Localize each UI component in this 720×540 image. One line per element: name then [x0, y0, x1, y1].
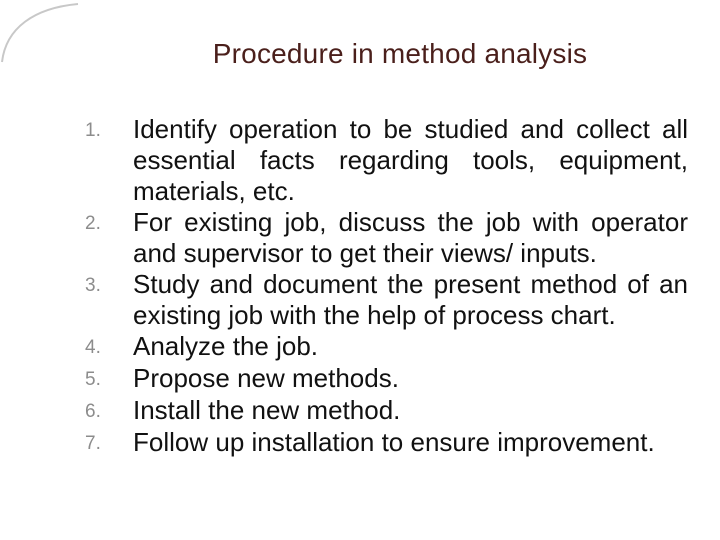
step-text: Follow up installation to ensure improvement.	[133, 427, 655, 457]
corner-arc-decoration	[0, 0, 90, 70]
slide-title: Procedure in method analysis	[212, 38, 588, 69]
procedure-steps-list	[85, 114, 688, 459]
step-text: Propose new methods.	[133, 363, 399, 393]
step-text: For existing job, discuss the job with operator and supervisor to get their views/ inputs.	[133, 207, 688, 268]
step-number: 2.	[85, 213, 101, 234]
list-item	[85, 363, 688, 395]
step-number: 1.	[85, 120, 101, 141]
step-number: 5.	[85, 369, 101, 390]
list-item	[85, 427, 688, 459]
list-item	[85, 269, 688, 331]
step-number: 3.	[85, 275, 101, 296]
step-text: Study and document the present method of an existing job with the help of process chart.	[133, 269, 688, 330]
step-number: 6.	[85, 401, 101, 422]
step-text: Install the new method.	[133, 395, 401, 425]
list-item	[85, 395, 688, 427]
step-number: 4.	[85, 337, 101, 358]
step-number: 7.	[85, 433, 101, 454]
list-item	[85, 207, 688, 269]
list-item	[85, 114, 688, 207]
step-text: Identify operation to be studied and collect all essential facts regarding tools, equipment, materials, etc.	[133, 114, 688, 206]
list-item	[85, 331, 688, 363]
step-text: Analyze the job.	[133, 331, 319, 361]
